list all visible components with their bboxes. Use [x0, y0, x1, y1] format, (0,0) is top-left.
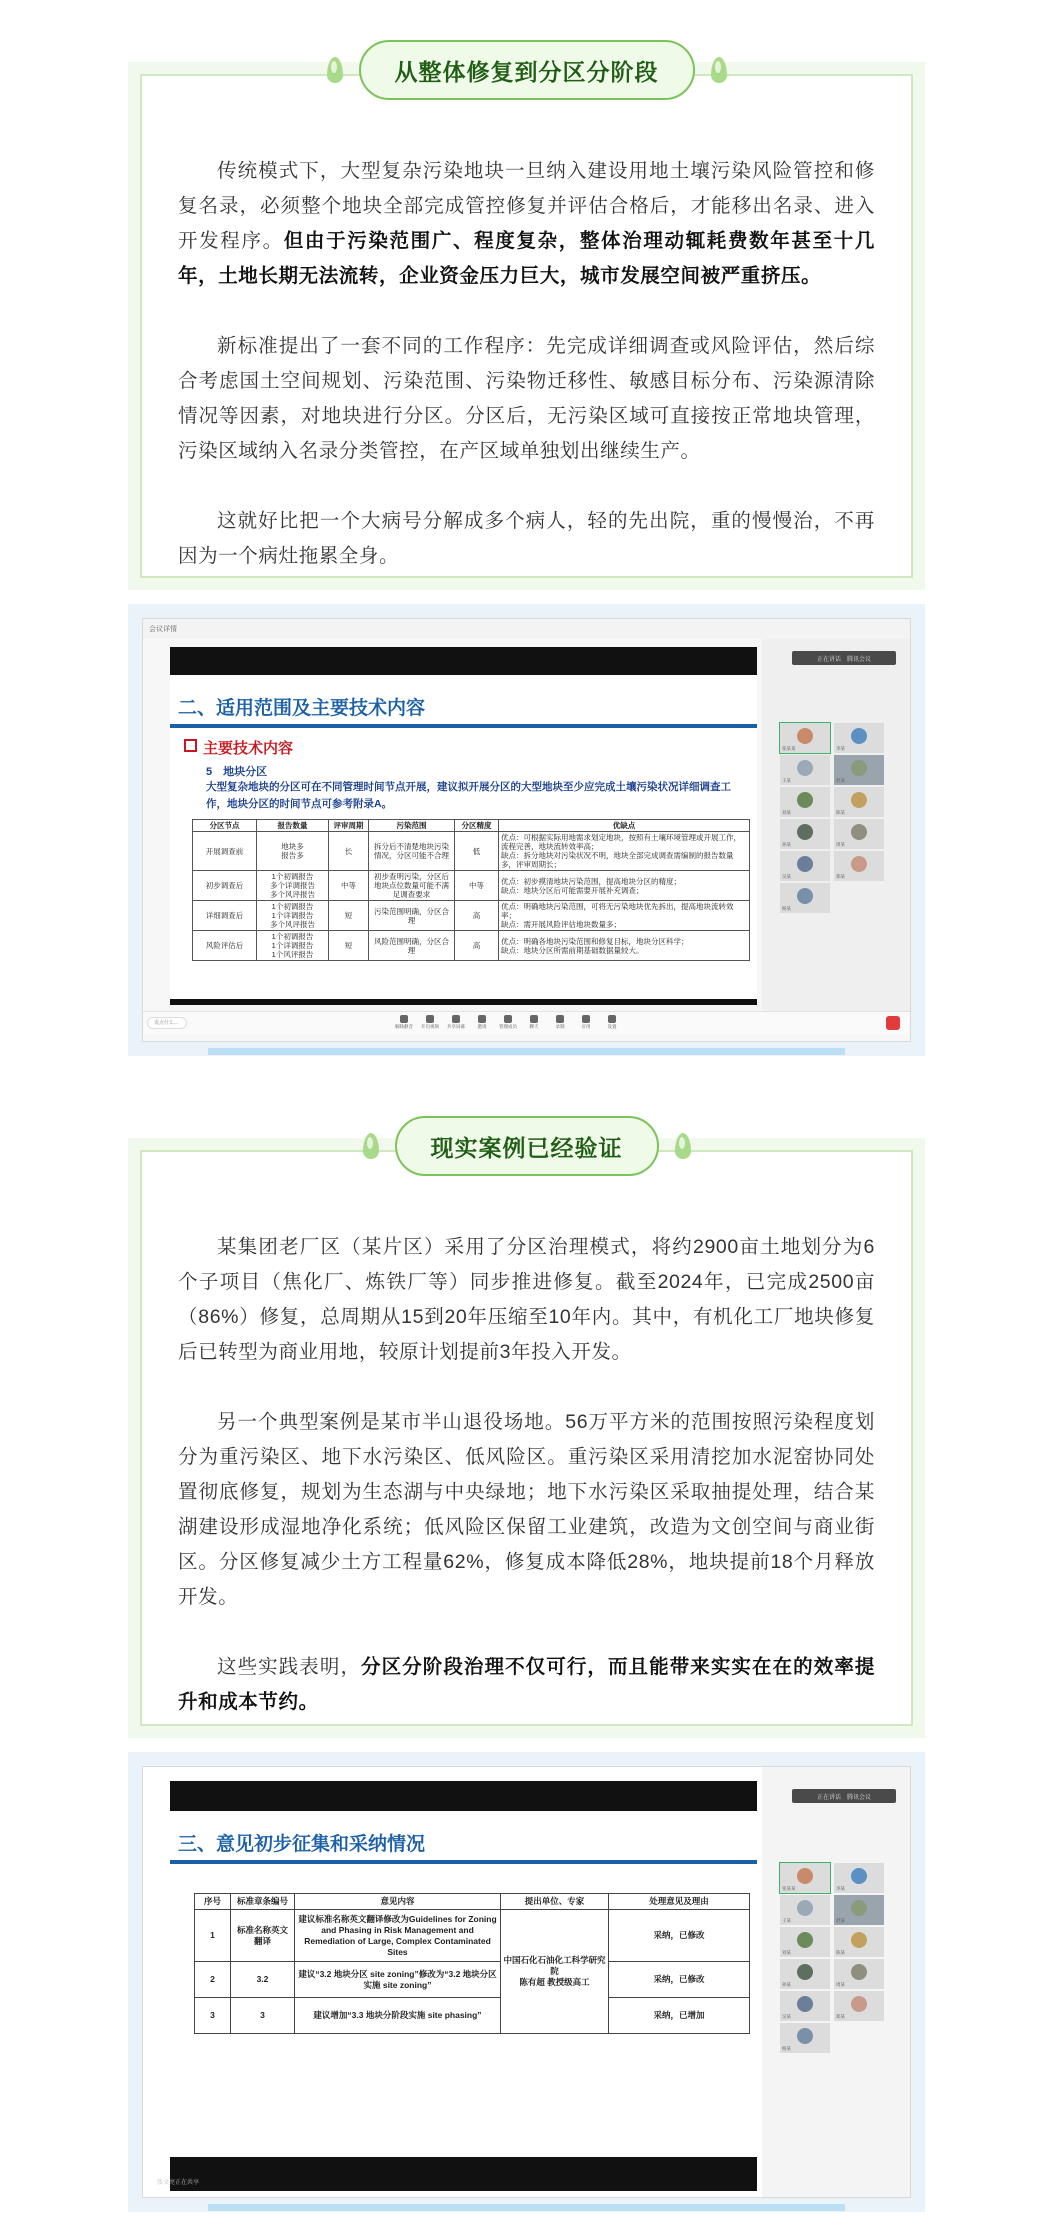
toolbar-button[interactable] — [419, 1015, 441, 1030]
participant-name: 郑某 — [836, 874, 845, 879]
table-cell: 2 — [195, 1962, 231, 1998]
leaf-left-icon — [327, 57, 343, 83]
paragraph-3-text: 这些实践表明， — [217, 1656, 362, 1678]
avatar — [797, 1964, 813, 1980]
slide-bottom-band — [170, 2157, 757, 2191]
toolbar-icon — [608, 1015, 616, 1023]
table-cell: 1个初调报告 1个详调报告 1个风评报告 — [257, 931, 329, 961]
section-overall-to-zoning — [128, 58, 925, 590]
toolbar-button[interactable] — [549, 1015, 571, 1030]
table-cell: 标准名称英文翻译 — [231, 1910, 295, 1962]
participant-tile[interactable] — [780, 755, 830, 785]
table-cell: 建议“3.2 地块分区 site zoning”修改为“3.2 地块分区实施 site zoning” — [295, 1962, 501, 1998]
end-meeting-button[interactable] — [886, 1016, 900, 1030]
meeting-screenshot-1 — [128, 604, 925, 1056]
participant-name: 王某 — [782, 1918, 791, 1923]
paragraph-2: 新标准提出了一套不同的工作程序：先完成详细调查或风险评估，然后综合考虑国土空间规划、污染范围、污染物迁移性、敏感目标分布、污染源清除情况等因素，对地块进行分区。分区后，无污染区域可直接按正常地块管理，污染区域纳入名录分类管控，在产区域单独划出继续生产。 — [178, 335, 875, 462]
table-header-cell: 序号 — [195, 1894, 231, 1910]
avatar — [797, 728, 813, 744]
table-header-cell: 报告数量 — [257, 820, 329, 832]
toolbar-icon — [452, 1015, 460, 1023]
meeting-toolbar — [143, 1011, 910, 1035]
table-cell: 高 — [455, 901, 499, 931]
avatar — [851, 1964, 867, 1980]
avatar — [797, 1868, 813, 1884]
table-row — [195, 1910, 750, 1962]
participant-tile[interactable] — [780, 787, 830, 817]
table-header-cell: 评审周期 — [329, 820, 369, 832]
participant-name: 孙某 — [782, 1982, 791, 1987]
participant-name: 李某 — [836, 746, 845, 751]
toolbar-button[interactable] — [393, 1015, 415, 1030]
table-row — [195, 1998, 750, 2034]
section-title: 现实案例已经验证 — [430, 1134, 623, 1161]
toolbar-label: 管理成员 — [499, 1024, 517, 1029]
table-cell: 详细调查后 — [193, 901, 257, 931]
toolbar-icon — [426, 1015, 434, 1023]
app-label: 腾讯会议 — [847, 1794, 872, 1801]
section-body — [178, 1230, 875, 1720]
section-body — [178, 154, 875, 574]
table-cell: 采纳，已修改 — [609, 1962, 750, 1998]
paragraph-3-bold: 分区分阶段治理不仅可行，而且能带来实实在在的效率提升和成本节约。 — [178, 1656, 875, 1713]
slide-title-rule — [170, 724, 757, 728]
participant-tile[interactable] — [834, 1895, 884, 1925]
table-cell: 3.2 — [231, 1962, 295, 1998]
toolbar-button[interactable] — [601, 1015, 623, 1030]
table-cell: 高 — [455, 931, 499, 961]
speaking-label: 正在讲话 — [816, 656, 841, 663]
participant-tile[interactable] — [834, 819, 884, 849]
participant-name: 陈某 — [836, 1950, 845, 1955]
toolbar-button[interactable] — [471, 1015, 493, 1030]
participant-tile[interactable] — [834, 1959, 884, 1989]
toolbar-button[interactable] — [497, 1015, 519, 1030]
slide-top-band — [170, 647, 757, 675]
paragraph-1 — [178, 154, 875, 294]
paragraph-3 — [178, 1650, 875, 1720]
table-header-cell: 分区节点 — [193, 820, 257, 832]
participant-name: 赵某 — [836, 778, 845, 783]
paragraph-1-bold: 但由于污染范围广、程度复杂，整体治理动辄耗费数年甚至十几年，土地长期无法流转，企业资金压力巨大，城市发展空间被严重挤压。 — [178, 230, 875, 287]
slide-sub-heading: 5 地块分区 — [206, 766, 268, 778]
accent-bar-1 — [208, 1048, 845, 1055]
avatar — [797, 1900, 813, 1916]
toolbar-button[interactable] — [523, 1015, 545, 1030]
table-cell: 风险评估后 — [193, 931, 257, 961]
avatar — [851, 728, 867, 744]
sharing-label: 张文亮正在共享 — [157, 2180, 200, 2186]
participant-name: 吴某 — [782, 874, 791, 879]
participant-tile[interactable] — [834, 851, 884, 881]
slide-title-rule — [170, 1860, 757, 1864]
toolbar-button[interactable] — [445, 1015, 467, 1030]
table-cell: 优点：明确各地块污染范围和修复目标，地块分区科学； 缺点：地块分区所需前期基础数据量较大。 — [499, 931, 750, 961]
table-header-cell: 污染范围 — [369, 820, 455, 832]
avatar — [851, 760, 867, 776]
section-real-cases — [128, 1134, 925, 1738]
participant-tile[interactable] — [834, 787, 884, 817]
table-row — [193, 931, 750, 961]
table-cell: 长 — [329, 832, 369, 871]
slide-red-heading: 主要技术内容 — [184, 737, 293, 758]
table-cell: 1个初调报告 多个详调报告 多个风评报告 — [257, 871, 329, 901]
participant-panel — [762, 1767, 910, 2197]
table-header-cell: 意见内容 — [295, 1894, 501, 1910]
participant-name: 郑某 — [836, 2014, 845, 2019]
toolbar-label: 开启视频 — [421, 1024, 439, 1029]
toolbar-label: 解除静音 — [395, 1024, 413, 1029]
avatar — [851, 1996, 867, 2012]
participant-name: 杨某 — [782, 2046, 791, 2051]
feedback-table — [194, 1893, 750, 2034]
zoning-table — [192, 819, 750, 961]
avatar — [797, 856, 813, 872]
participant-name: 孙某 — [782, 842, 791, 847]
participant-tile[interactable] — [834, 1863, 884, 1893]
toolbar-label: 设置 — [607, 1024, 617, 1029]
participant-name: 张某某 — [782, 746, 796, 751]
participant-name: 李某 — [836, 1886, 845, 1891]
speaking-label: 正在讲话 — [816, 1794, 841, 1801]
table-cell-merged-unit: 中国石化石油化工科学研究院 陈有超 教授级高工 — [501, 1910, 609, 2034]
chat-input[interactable]: 说点什么... — [147, 1017, 187, 1029]
participant-name: 张某某 — [782, 1886, 796, 1891]
toolbar-icon — [400, 1015, 408, 1023]
accent-bar-2 — [208, 2204, 845, 2211]
participant-name: 刘某 — [782, 1950, 791, 1955]
shared-slide — [170, 675, 757, 999]
section-title-pill — [359, 40, 695, 100]
participant-name: 刘某 — [782, 810, 791, 815]
table-cell: 初步调查后 — [193, 871, 257, 901]
table-cell: 短 — [329, 901, 369, 931]
participant-name: 杨某 — [782, 906, 791, 911]
participant-tile[interactable] — [780, 1959, 830, 1989]
paragraph-1: 某集团老厂区（某片区）采用了分区治理模式，将约2900亩土地划分为6个子项目（焦化厂、炼铁厂等）同步推进修复。截至2024年，已完成2500亩（86%）修复，总周期从15到20年压缩至10年内。其中，有机化工厂地块修复后已转型为商业用地，较原计划提前3年投入开发。 — [178, 1236, 875, 1363]
toolbar-icon — [530, 1015, 538, 1023]
participant-tile[interactable] — [834, 1927, 884, 1957]
table-cell: 优点：初步摸清地块污染范围，提高地块分区的精度； 缺点：地块分区后可能需要开展补充调查； — [499, 871, 750, 901]
table-cell: 拆分后不清楚地块污染情况，分区可能不合理 — [369, 832, 455, 871]
section-title: 从整体修复到分区分阶段 — [394, 58, 659, 85]
table-cell: 短 — [329, 931, 369, 961]
participant-name: 陈某 — [836, 810, 845, 815]
participant-tile[interactable] — [834, 1991, 884, 2021]
meeting-title: 会议详情 — [149, 626, 177, 633]
slide-title: 二、适用范围及主要技术内容 — [178, 698, 426, 719]
table-cell: 优点：明确地块污染范围，可将无污染地块优先拆出，提高地块流转效率； 缺点：需开展风险评估地块数量多； — [499, 901, 750, 931]
toolbar-icon — [478, 1015, 486, 1023]
speaking-indicator — [792, 651, 896, 665]
paragraph-2: 另一个典型案例是某市半山退役场地。56万平方米的范围按照污染程度划分为重污染区、地下水污染区、低风险区。重污染区采用清挖加水泥窑协同处置彻底修复，规划为生态湖与中央绿地；地下水污染区采取抽提处理，结合某湖建设形成湿地净化系统；低风险区保留工业建筑，改造为文创空间与商业街区。分区修复减少土方工程量62%，修复成本降低28%，地块提前18个月释放开发。 — [178, 1411, 875, 1608]
participant-name: 周某 — [836, 1982, 845, 1987]
slide-blue-note: 大型复杂地块的分区可在不同管理时间节点开展，建议拟开展分区的大型地块至少应完成土壤污染状况详细调查工作，地块分区的时间节点可参考附录A。 — [206, 781, 731, 810]
table-cell: 优点：可根据实际用地需求划定地块，按照有土壤环境管理或开展工作，流程完善，地块流转效率高； 缺点：拆分地块对污染状况不明，地块全部完成调查需编制的报告数量多，评审周期长； — [499, 832, 750, 871]
slide-bottom-band — [170, 999, 757, 1005]
toolbar-label: 共享屏幕 — [447, 1024, 465, 1029]
participant-tile[interactable] — [780, 1991, 830, 2021]
participant-name: 周某 — [836, 842, 845, 847]
toolbar-icon — [556, 1015, 564, 1023]
table-row — [193, 832, 750, 871]
avatar — [851, 792, 867, 808]
avatar — [797, 1932, 813, 1948]
table-cell: 3 — [231, 1998, 295, 2034]
toolbar-icon — [582, 1015, 590, 1023]
avatar — [797, 824, 813, 840]
slide-top-band — [170, 1781, 757, 1811]
avatar — [851, 824, 867, 840]
table-cell: 1个初调报告 1个详调报告 多个风评报告 — [257, 901, 329, 931]
table-cell: 中等 — [329, 871, 369, 901]
paragraph-1-text: 传统模式下，大型复杂污染地块一旦纳入建设用地土壤污染风险管控和修复名录，必须整个地块全部完成管控修复并评估合格后，才能移出名录、进入开发程序。 — [178, 160, 875, 252]
section-card — [140, 58, 913, 578]
table-cell: 采纳，已修改 — [609, 1910, 750, 1962]
participant-tile[interactable] — [780, 1895, 830, 1925]
participant-tile[interactable] — [780, 2023, 830, 2053]
participant-tile[interactable] — [780, 851, 830, 881]
participant-tile[interactable] — [780, 723, 830, 753]
leaf-right-icon — [711, 57, 727, 83]
table-header-cell: 处理意见及理由 — [609, 1894, 750, 1910]
toolbar-label: 应用 — [581, 1024, 591, 1029]
toolbar-label: 邀请 — [477, 1024, 487, 1029]
table-header-cell: 标准章条编号 — [231, 1894, 295, 1910]
avatar — [851, 856, 867, 872]
table-cell: 建议增加“3.3 地块分阶段实施 site phasing” — [295, 1998, 501, 2034]
avatar — [851, 1868, 867, 1884]
toolbar-label: 聊天 — [529, 1024, 539, 1029]
toolbar-icon — [504, 1015, 512, 1023]
participant-name: 吴某 — [782, 2014, 791, 2019]
table-cell: 污染范围明确，分区合理 — [369, 901, 455, 931]
participant-tile[interactable] — [780, 1927, 830, 1957]
toolbar-label: 录制 — [555, 1024, 565, 1029]
meeting-window — [142, 618, 911, 1042]
table-header-cell: 分区精度 — [455, 820, 499, 832]
participant-tile[interactable] — [780, 1863, 830, 1893]
avatar — [797, 760, 813, 776]
leaf-left-icon — [363, 1133, 379, 1159]
avatar — [851, 1900, 867, 1916]
section-title-pill — [395, 1116, 659, 1176]
table-header-cell: 提出单位、专家 — [501, 1894, 609, 1910]
participant-tile[interactable] — [780, 883, 830, 913]
slide-title: 三、意见初步征集和采纳情况 — [178, 1834, 426, 1855]
participant-tile[interactable] — [834, 755, 884, 785]
toolbar-button[interactable] — [575, 1015, 597, 1030]
table-cell: 地块多 报告多 — [257, 832, 329, 871]
participant-tile[interactable] — [834, 723, 884, 753]
participant-panel — [762, 639, 910, 1017]
table-row — [193, 871, 750, 901]
table-cell: 开展调查前 — [193, 832, 257, 871]
table-row — [193, 901, 750, 931]
speaking-indicator — [792, 1789, 896, 1803]
section-card — [140, 1134, 913, 1726]
table-cell: 建议标准名称英文翻译修改为Guidelines for Zoning and Phasing in Risk Management and Remediation of Large, Complex Contaminated Sites — [295, 1910, 501, 1962]
table-header-cell: 优缺点 — [499, 820, 750, 832]
table-cell: 采纳，已增加 — [609, 1998, 750, 2034]
avatar — [797, 888, 813, 904]
meeting-screenshot-2 — [128, 1752, 925, 2212]
avatar — [797, 2028, 813, 2044]
participant-name: 赵某 — [836, 1918, 845, 1923]
meeting-window — [142, 1766, 911, 2198]
paragraph-3: 这就好比把一个大病号分解成多个病人，轻的先出院，重的慢慢治，不再因为一个病灶拖累全身。 — [178, 510, 875, 567]
shared-slide — [170, 1811, 757, 2157]
table-row — [195, 1962, 750, 1998]
table-cell: 中等 — [455, 871, 499, 901]
table-cell: 低 — [455, 832, 499, 871]
participant-name: 王某 — [782, 778, 791, 783]
table-cell: 1 — [195, 1910, 231, 1962]
window-titlebar — [143, 619, 910, 639]
avatar — [797, 1996, 813, 2012]
table-cell: 风险范围明确，分区合理 — [369, 931, 455, 961]
avatar — [851, 1932, 867, 1948]
leaf-right-icon — [675, 1133, 691, 1159]
table-cell: 初步查明污染，分区后地块点位数量可能不满足调查要求 — [369, 871, 455, 901]
app-label: 腾讯会议 — [847, 656, 872, 663]
avatar — [797, 792, 813, 808]
participant-tile[interactable] — [780, 819, 830, 849]
table-cell: 3 — [195, 1998, 231, 2034]
